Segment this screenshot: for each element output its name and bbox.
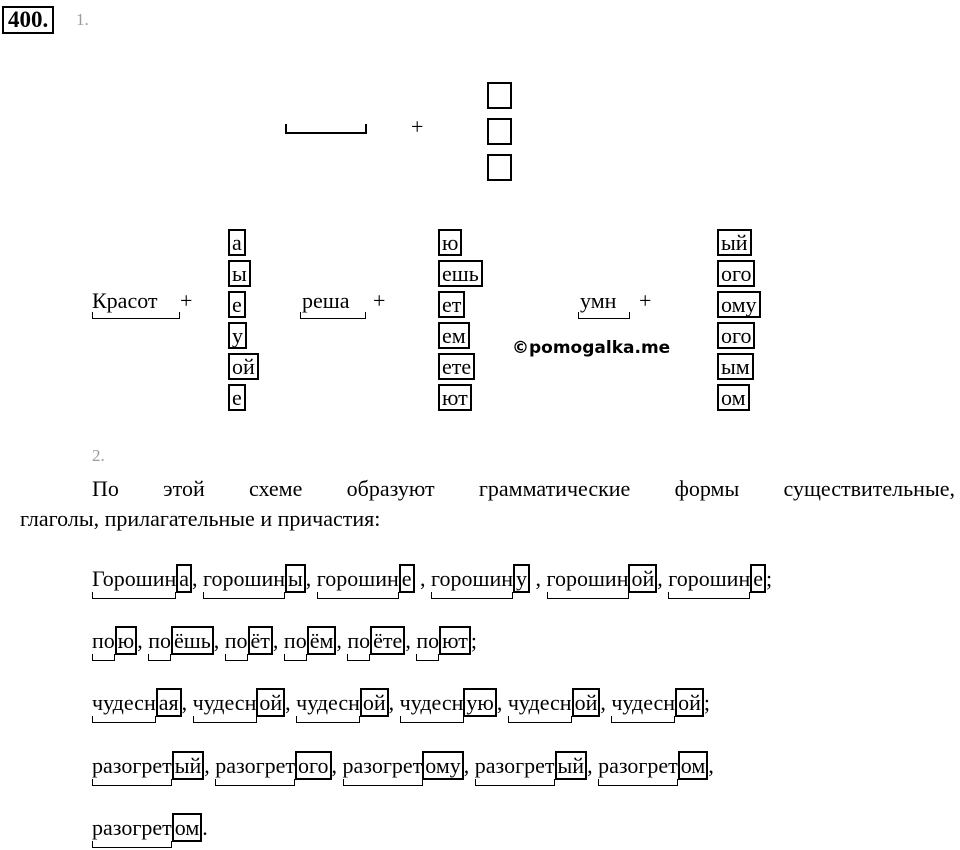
ending: е [228,291,246,318]
word-root: чудесн [611,690,676,715]
word-ending: ой [628,564,657,593]
word-ending: а [176,564,192,593]
ending: ешь [438,260,483,287]
punctuation: , [181,690,193,715]
word-form [225,628,273,654]
root-mark [508,716,572,723]
punctuation: , [192,566,204,591]
punctuation: , [331,753,343,778]
punctuation: , [414,566,432,591]
word-ending: ый [555,751,588,780]
punctuation: , [213,628,225,653]
example-line-adjectives [92,690,710,716]
root-mark [668,592,750,599]
punctuation: , [496,690,508,715]
word-form [148,628,214,654]
example-line-nouns [92,566,772,592]
word-root: чудесн [296,690,360,715]
word-root: разогрет [598,753,678,778]
root-mark [203,592,285,599]
word-root: горошин [431,566,513,591]
ending: ой [228,353,259,380]
word-ending: ём [307,626,337,655]
word-form [92,628,137,654]
word-form [598,753,708,779]
part-1-label: 1. [76,10,89,29]
word-ending: е [750,564,766,593]
word-form [193,690,286,716]
schema-plus: + [411,114,424,139]
word-ending: ой [675,688,704,717]
word-root: разогрет [342,753,423,778]
part-2-label: 2. [92,446,105,465]
word-form [215,753,331,779]
word-root: разогрет [92,815,172,840]
root-mark [300,312,366,319]
punctuation: , [388,690,400,715]
word-ending: ому [422,751,464,780]
root-mark [296,716,360,723]
root-mark [284,654,307,661]
word-ending: ю [115,626,137,655]
root-mark [92,654,115,661]
root-mark [148,654,171,661]
plus: + [180,288,193,313]
ending: ют [438,384,472,411]
word-root: разогрет [92,753,172,778]
word-form [547,566,658,592]
root-mark [611,716,675,723]
word-form [296,690,389,716]
punctuation: , [600,690,612,715]
ending: е [228,384,246,411]
ending: ом [717,384,750,411]
word-ending: е [399,564,415,593]
punctuation: , [272,628,284,653]
punctuation: , [463,753,475,778]
word-ending: ом [678,751,709,780]
word-form [92,690,182,716]
punctuation: ; [470,628,477,653]
root-mark [547,592,629,599]
root-mark [92,312,180,319]
word-root: по [347,628,371,653]
word-root: по [224,628,248,653]
word-root: по [283,628,307,653]
ending: а [228,229,246,256]
stem-umn: умн [580,288,617,313]
word-form [431,566,530,592]
example-line-verbs [92,628,477,654]
task-number: 400. [2,6,54,34]
word-form [416,628,471,654]
watermark: ©pomogalka.me [512,338,671,358]
word-form [203,566,306,592]
word-form [508,690,601,716]
word-ending: ой [360,688,389,717]
word-root: разогрет [215,753,296,778]
punctuation: , [587,753,599,778]
root-mark [598,779,678,786]
word-form [400,690,497,716]
paragraph-line-2: глаголы, прилагательные и причастия: [20,506,381,531]
ending: ый [717,229,752,256]
word-root: горошин [668,566,751,591]
punctuation: , [657,566,669,591]
word-root: Горошин [92,566,177,591]
punctuation: , [204,753,216,778]
word-form [284,628,336,654]
root-mark [416,654,439,661]
ending: ете [438,353,475,380]
word-ending: ую [463,688,496,717]
root-symbol [285,124,367,134]
punctuation: ; [703,690,710,715]
word-ending: ой [572,688,601,717]
root-mark [343,779,423,786]
ending-symbol [487,82,512,109]
root-mark [431,592,513,599]
word-form [92,566,192,592]
word-ending: ёт [248,626,273,655]
word-ending: ая [156,688,182,717]
word-root: по [416,628,440,653]
root-mark [193,716,257,723]
ending: у [228,322,247,349]
plus: + [639,288,652,313]
root-mark [475,779,555,786]
word-root: чудесн [192,690,257,715]
ending: ому [717,291,761,318]
root-mark [92,841,172,848]
word-ending: ый [172,751,205,780]
punctuation: , [285,690,297,715]
example-line-participle-last [92,815,208,841]
root-mark [92,716,156,723]
ending: ого [717,260,755,287]
root-mark [92,779,172,786]
root-mark [92,592,176,599]
root-mark [215,779,295,786]
ending: ым [717,353,754,380]
word-form [475,753,587,779]
stem-krasot: Красот [92,288,158,313]
word-form [343,753,464,779]
punctuation: , [405,628,417,653]
ending: ого [717,322,755,349]
word-root: горошин [203,566,286,591]
word-ending: ом [172,813,203,842]
word-ending: ого [295,751,331,780]
word-root: чудесн [92,690,156,715]
ending: ю [438,229,462,256]
punctuation: . [202,815,208,840]
word-ending: ёте [370,626,405,655]
word-ending: ёшь [171,626,214,655]
word-root: разогрет [474,753,555,778]
root-mark [347,654,370,661]
punctuation: ; [765,566,773,591]
word-form [668,566,766,592]
ending-symbol [487,154,512,181]
plus: + [373,288,386,313]
word-root: чудесн [399,690,464,715]
word-form [611,690,704,716]
punctuation: , [137,628,149,653]
word-ending: ой [256,688,285,717]
word-root: горошин [546,566,629,591]
ending: ем [438,322,470,349]
punctuation: , [530,566,547,591]
punctuation: , [336,628,348,653]
word-form [92,815,202,841]
punctuation: , [305,566,317,591]
root-mark [400,716,464,723]
paragraph-line-1: По этой схеме образуют грамматические формы существительные, [92,476,955,501]
word-ending: ют [439,626,471,655]
word-form [347,628,405,654]
ending-symbol [487,118,512,145]
word-root: по [92,628,115,653]
root-mark [225,654,248,661]
stem-resha: реша [302,288,350,313]
punctuation: , [708,753,714,778]
explanation-paragraph [20,474,955,534]
root-mark [578,312,630,319]
root-mark [317,592,399,599]
word-ending: ы [285,564,306,593]
word-root: горошин [316,566,399,591]
word-form [317,566,415,592]
ending: ы [228,260,251,287]
word-root: чудесн [507,690,572,715]
ending: ет [438,291,465,318]
word-ending: у [513,564,530,593]
example-line-participles [92,753,714,779]
word-form [92,753,204,779]
word-root: по [148,628,171,653]
